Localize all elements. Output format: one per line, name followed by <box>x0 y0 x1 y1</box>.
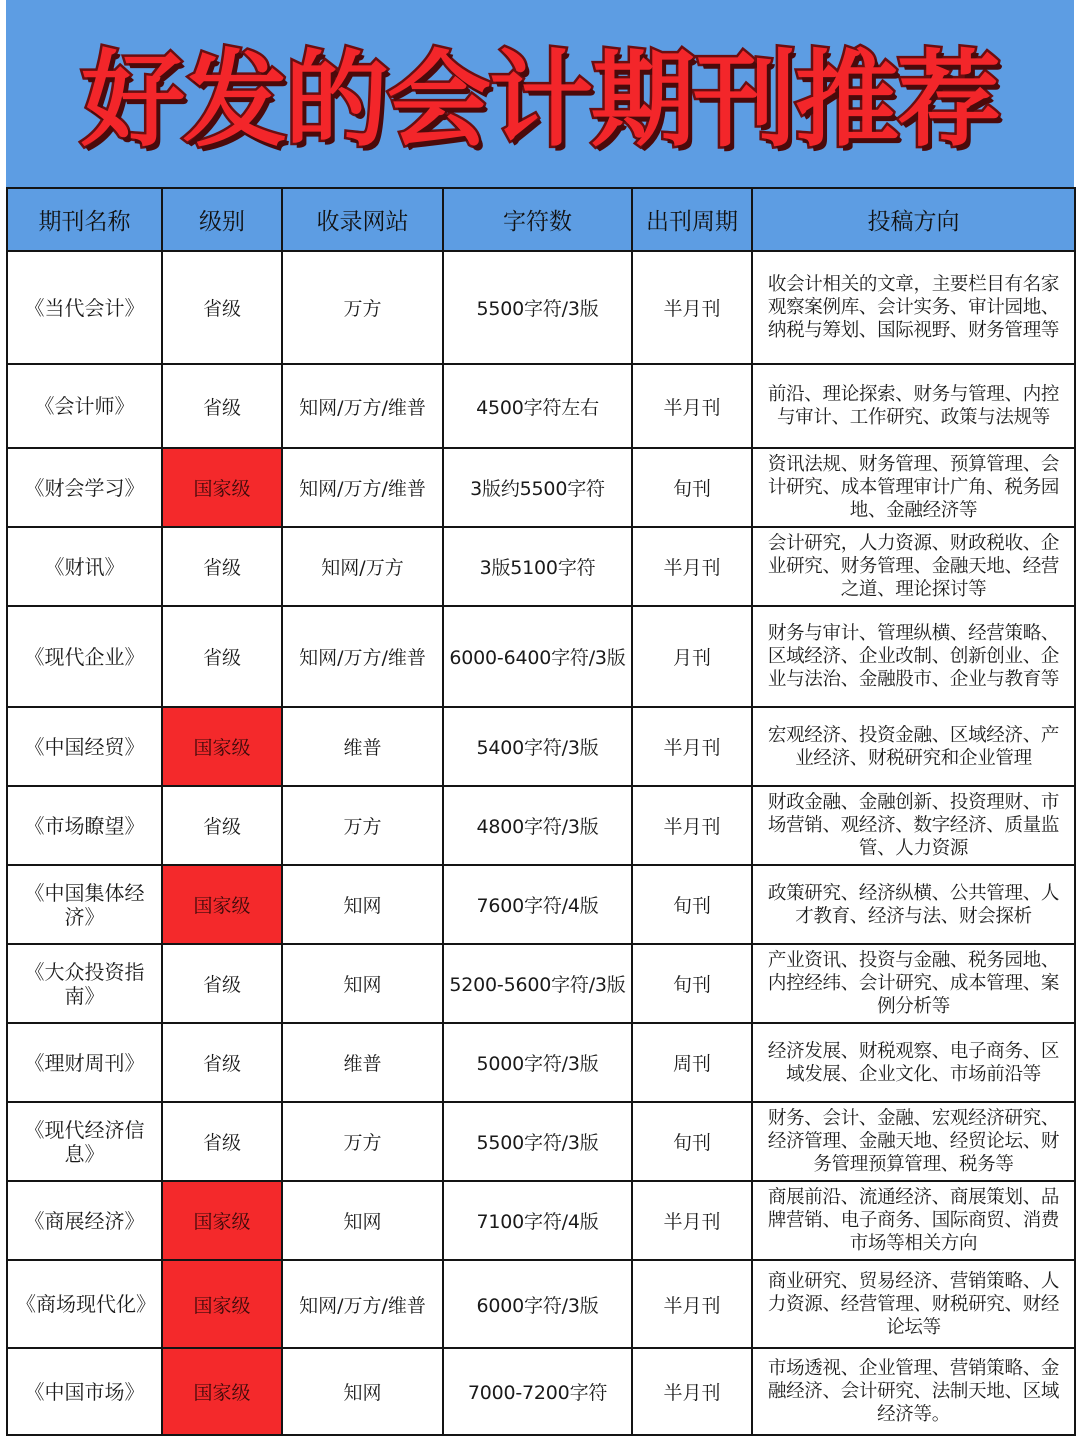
indexed-sites-cell: 万方 <box>282 251 443 364</box>
publication-cycle-cell: 旬刊 <box>632 448 752 527</box>
header-submission-direction: 投稿方向 <box>752 188 1075 251</box>
indexed-sites-cell: 知网 <box>282 865 443 944</box>
submission-direction-cell: 政策研究、经济纵横、公共管理、人才教育、经济与法、财会探析 <box>752 865 1075 944</box>
journal-name-cell: 《商场现代化》 <box>7 1260 162 1348</box>
char-count-cell: 7000-7200字符 <box>443 1348 632 1435</box>
level-cell: 省级 <box>162 786 282 865</box>
indexed-sites-cell: 知网/万方/维普 <box>282 448 443 527</box>
submission-direction-cell: 资讯法规、财务管理、预算管理、会计研究、成本管理审计广角、税务园地、金融经济等 <box>752 448 1075 527</box>
publication-cycle-cell: 半月刊 <box>632 707 752 786</box>
journal-name-cell: 《中国市场》 <box>7 1348 162 1435</box>
journal-name-cell: 《市场瞭望》 <box>7 786 162 865</box>
publication-cycle-cell: 半月刊 <box>632 1348 752 1435</box>
level-cell: 省级 <box>162 1023 282 1102</box>
level-cell: 省级 <box>162 944 282 1023</box>
char-count-cell: 6000-6400字符/3版 <box>443 606 632 707</box>
char-count-cell: 4500字符左右 <box>443 364 632 448</box>
submission-direction-cell: 前沿、理论探索、财务与管理、内控与审计、工作研究、政策与法规等 <box>752 364 1075 448</box>
table-row <box>7 865 1075 944</box>
journal-name-cell: 《当代会计》 <box>7 251 162 364</box>
journal-name-cell: 《现代企业》 <box>7 606 162 707</box>
char-count-cell: 3版约5500字符 <box>443 448 632 527</box>
level-cell: 国家级 <box>162 448 282 527</box>
header-indexed-sites: 收录网站 <box>282 188 443 251</box>
submission-direction-cell: 收会计相关的文章，主要栏目有名家观察案例库、会计实务、审计园地、纳税与筹划、国际视野、财务管理等 <box>752 251 1075 364</box>
journal-table <box>6 187 1076 1436</box>
indexed-sites-cell: 知网 <box>282 1181 443 1260</box>
header-level: 级别 <box>162 188 282 251</box>
indexed-sites-cell: 知网/万方 <box>282 527 443 606</box>
publication-cycle-cell: 半月刊 <box>632 1260 752 1348</box>
submission-direction-cell: 会计研究，人力资源、财政税收、企业研究、财务管理、金融天地、经营之道、理论探讨等 <box>752 527 1075 606</box>
submission-direction-cell: 财务与审计、管理纵横、经营策略、区域经济、企业改制、创新创业、企业与法治、金融股市、企业与教育等 <box>752 606 1075 707</box>
table-row <box>7 944 1075 1023</box>
header-char-count: 字符数 <box>443 188 632 251</box>
submission-direction-cell: 产业资讯、投资与金融、税务园地、内控经纬、会计研究、成本管理、案例分析等 <box>752 944 1075 1023</box>
journal-name-cell: 《中国经贸》 <box>7 707 162 786</box>
journal-name-cell: 《现代经济信息》 <box>7 1102 162 1181</box>
journal-name-cell: 《财会学习》 <box>7 448 162 527</box>
char-count-cell: 5200-5600字符/3版 <box>443 944 632 1023</box>
char-count-cell: 7600字符/4版 <box>443 865 632 944</box>
level-cell: 省级 <box>162 251 282 364</box>
char-count-cell: 5500字符/3版 <box>443 1102 632 1181</box>
journal-name-cell: 《商展经济》 <box>7 1181 162 1260</box>
submission-direction-cell: 经济发展、财税观察、电子商务、区域发展、企业文化、市场前沿等 <box>752 1023 1075 1102</box>
level-cell: 国家级 <box>162 1348 282 1435</box>
journal-name-cell: 《会计师》 <box>7 364 162 448</box>
journal-name-cell: 《理财周刊》 <box>7 1023 162 1102</box>
journal-name-cell: 《财讯》 <box>7 527 162 606</box>
indexed-sites-cell: 知网/万方/维普 <box>282 606 443 707</box>
header-publication-cycle: 出刊周期 <box>632 188 752 251</box>
char-count-cell: 7100字符/4版 <box>443 1181 632 1260</box>
submission-direction-cell: 财政金融、金融创新、投资理财、市场营销、观经济、数字经济、质量监管、人力资源 <box>752 786 1075 865</box>
indexed-sites-cell: 万方 <box>282 1102 443 1181</box>
publication-cycle-cell: 月刊 <box>632 606 752 707</box>
submission-direction-cell: 宏观经济、投资金融、区域经济、产业经济、财税研究和企业管理 <box>752 707 1075 786</box>
char-count-cell: 5400字符/3版 <box>443 707 632 786</box>
submission-direction-cell: 商业研究、贸易经济、营销策略、人力资源、经营管理、财税研究、财经论坛等 <box>752 1260 1075 1348</box>
journal-name-cell: 《中国集体经济》 <box>7 865 162 944</box>
char-count-cell: 5000字符/3版 <box>443 1023 632 1102</box>
level-cell: 国家级 <box>162 1260 282 1348</box>
publication-cycle-cell: 半月刊 <box>632 251 752 364</box>
level-cell: 国家级 <box>162 707 282 786</box>
char-count-cell: 4800字符/3版 <box>443 786 632 865</box>
publication-cycle-cell: 旬刊 <box>632 944 752 1023</box>
table-row <box>7 786 1075 865</box>
header-journal-name: 期刊名称 <box>7 188 162 251</box>
table-row <box>7 251 1075 364</box>
indexed-sites-cell: 知网/万方/维普 <box>282 364 443 448</box>
indexed-sites-cell: 万方 <box>282 786 443 865</box>
table-row <box>7 1023 1075 1102</box>
publication-cycle-cell: 半月刊 <box>632 527 752 606</box>
table-row <box>7 1102 1075 1181</box>
char-count-cell: 3版5100字符 <box>443 527 632 606</box>
level-cell: 国家级 <box>162 1181 282 1260</box>
table-row <box>7 1181 1075 1260</box>
level-cell: 省级 <box>162 527 282 606</box>
submission-direction-cell: 市场透视、企业管理、营销策略、金融经济、会计研究、法制天地、区域经济等。 <box>752 1348 1075 1435</box>
publication-cycle-cell: 周刊 <box>632 1023 752 1102</box>
level-cell: 省级 <box>162 364 282 448</box>
publication-cycle-cell: 半月刊 <box>632 364 752 448</box>
table-row <box>7 448 1075 527</box>
table-row <box>7 364 1075 448</box>
submission-direction-cell: 商展前沿、流通经济、商展策划、品牌营销、电子商务、国际商贸、消费市场等相关方向 <box>752 1181 1075 1260</box>
page-title: 好发的会计期刊推荐 <box>80 38 999 161</box>
indexed-sites-cell: 知网/万方/维普 <box>282 1260 443 1348</box>
indexed-sites-cell: 维普 <box>282 707 443 786</box>
journal-name-cell: 《大众投资指南》 <box>7 944 162 1023</box>
publication-cycle-cell: 半月刊 <box>632 1181 752 1260</box>
indexed-sites-cell: 知网 <box>282 1348 443 1435</box>
title-banner <box>6 0 1074 187</box>
level-cell: 国家级 <box>162 865 282 944</box>
table-row <box>7 606 1075 707</box>
char-count-cell: 6000字符/3版 <box>443 1260 632 1348</box>
level-cell: 省级 <box>162 606 282 707</box>
indexed-sites-cell: 维普 <box>282 1023 443 1102</box>
indexed-sites-cell: 知网 <box>282 944 443 1023</box>
char-count-cell: 5500字符/3版 <box>443 251 632 364</box>
table-header-row <box>7 188 1075 251</box>
level-cell: 省级 <box>162 1102 282 1181</box>
table-row <box>7 1260 1075 1348</box>
table-row <box>7 527 1075 606</box>
publication-cycle-cell: 旬刊 <box>632 1102 752 1181</box>
submission-direction-cell: 财务、会计、金融、宏观经济研究、经济管理、金融天地、经贸论坛、财务管理预算管理、税务等 <box>752 1102 1075 1181</box>
publication-cycle-cell: 半月刊 <box>632 786 752 865</box>
table-row <box>7 707 1075 786</box>
publication-cycle-cell: 旬刊 <box>632 865 752 944</box>
table-row <box>7 1348 1075 1435</box>
